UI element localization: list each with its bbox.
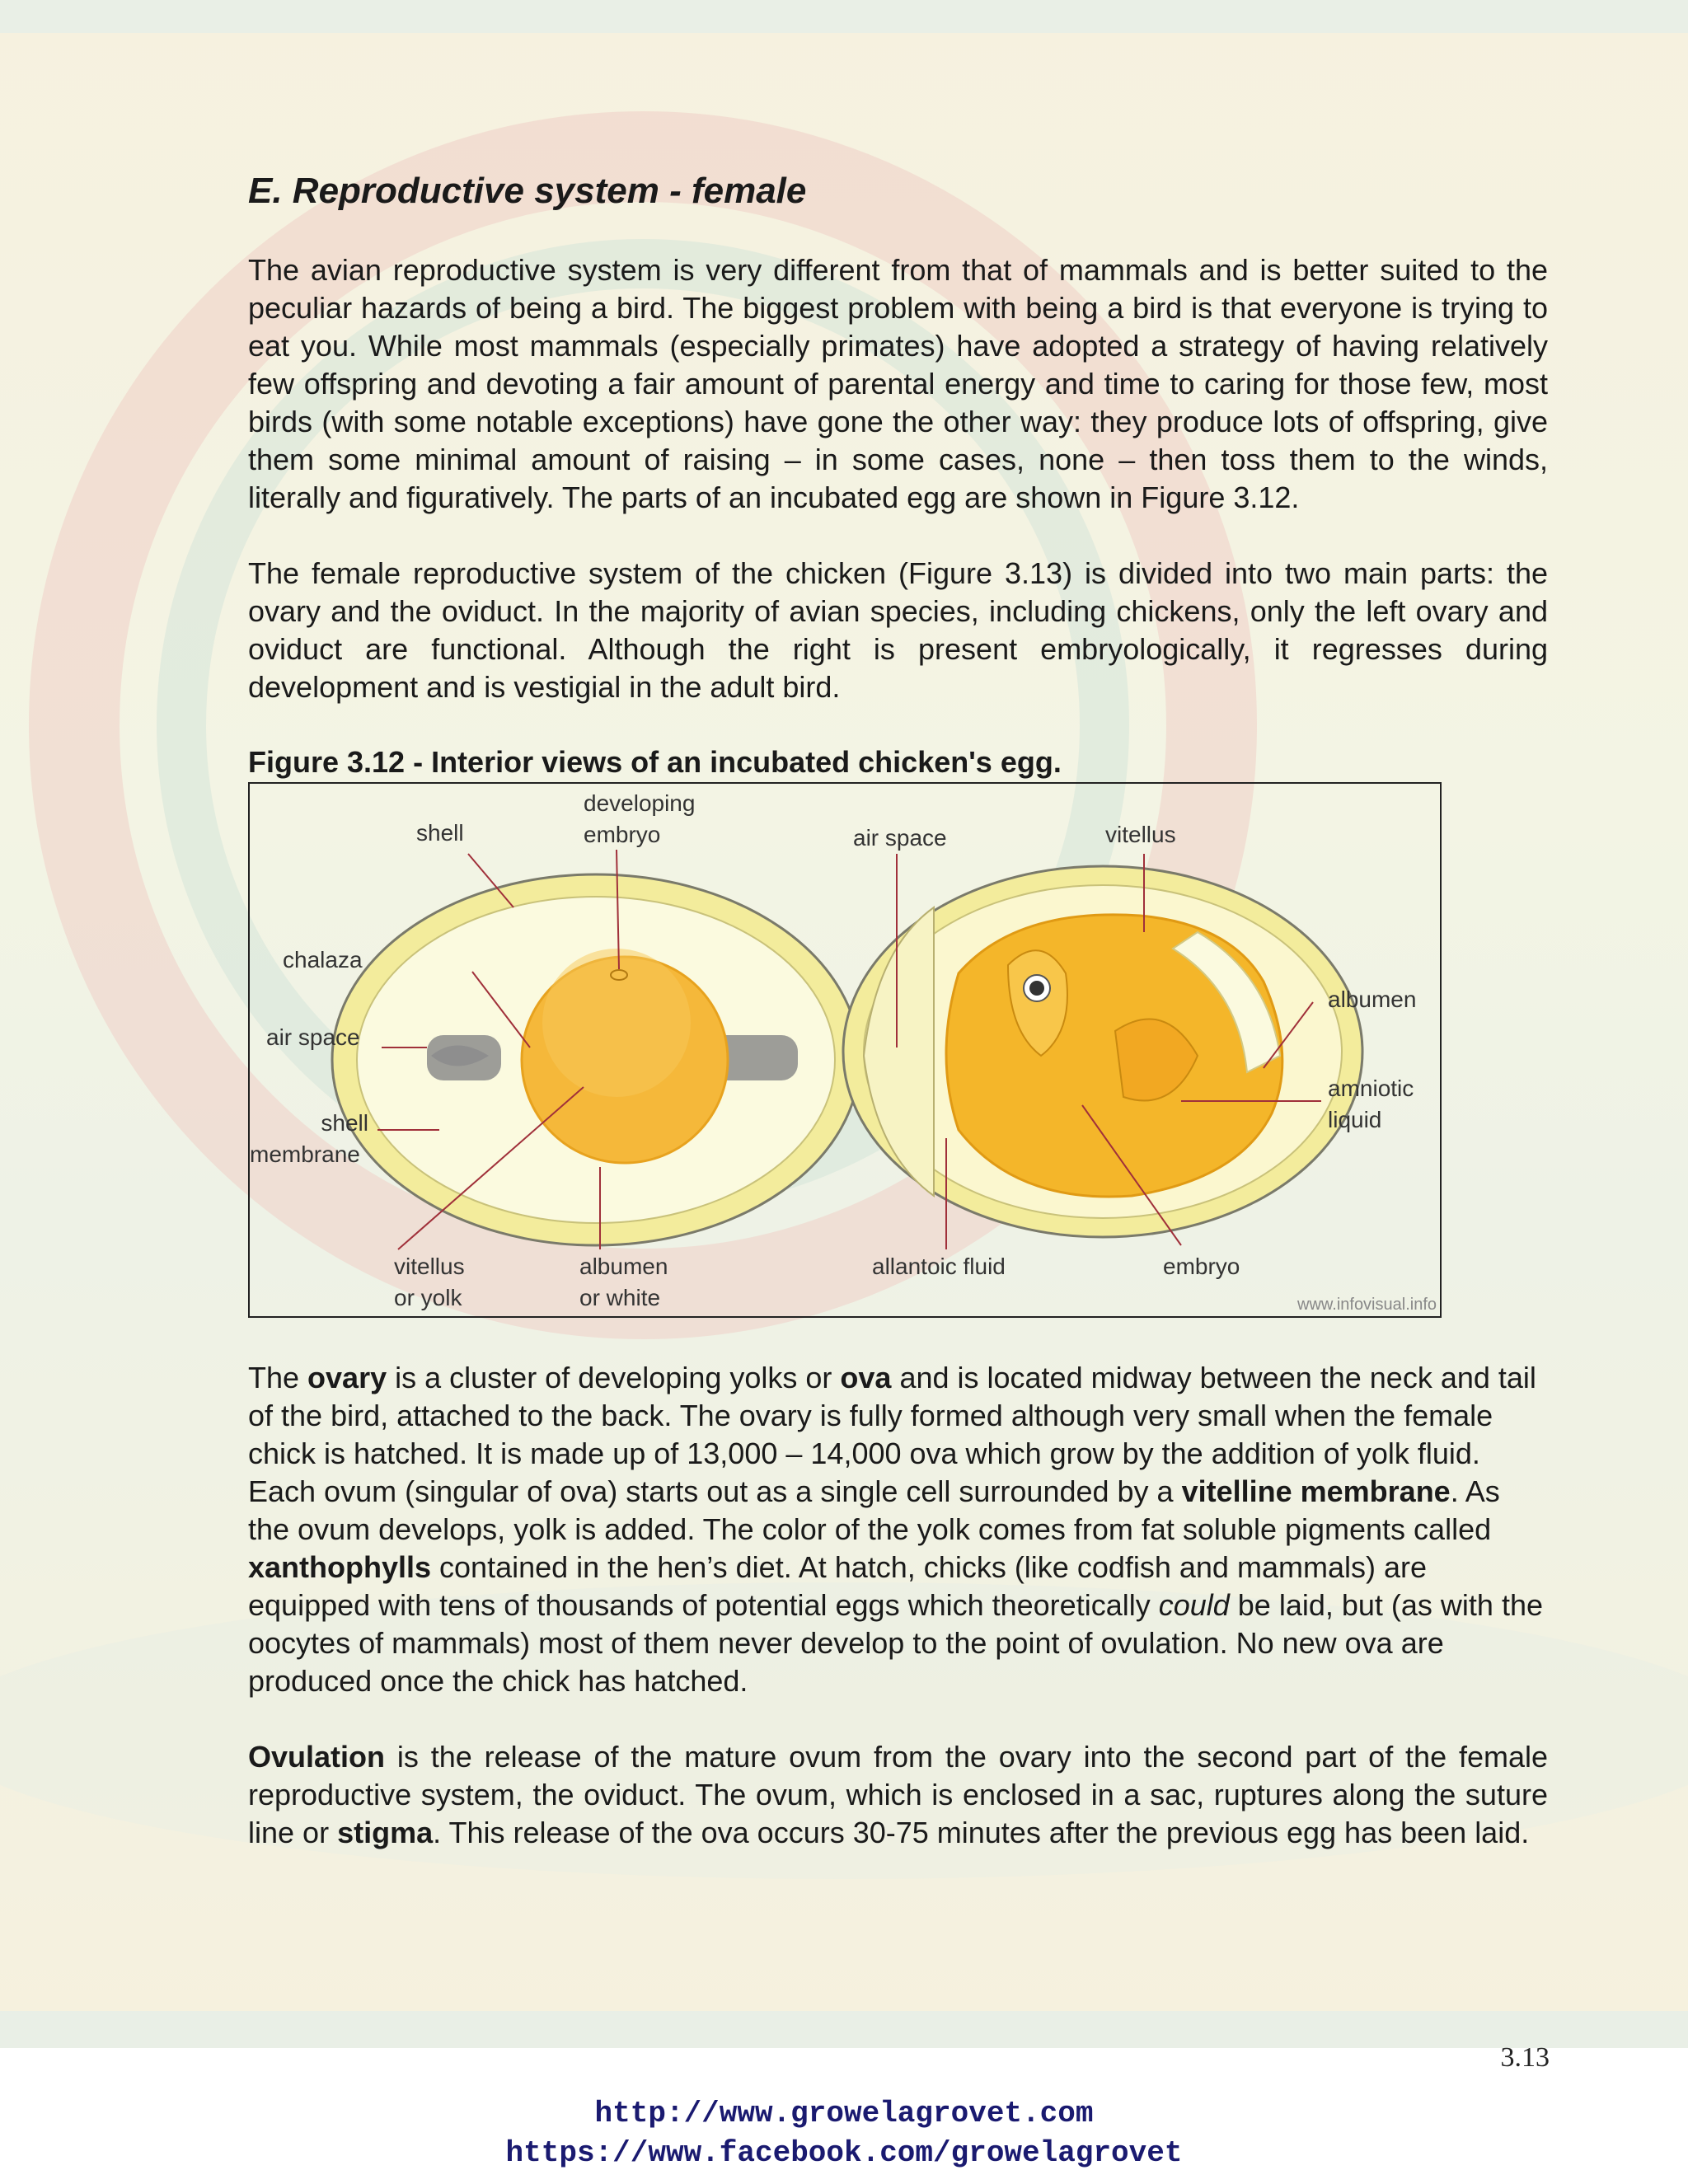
term-could: could: [1158, 1588, 1230, 1622]
ovulation-paragraph: Ovulation is the release of the mature ovum from the ovary into the second part of the female reproductive system, the oviduct. The ovum, which is enclosed in a sac, ruptures along the suture line or stigma. This release of the ova occurs 30-75 minutes after the previous egg has been laid.: [248, 1740, 1548, 1849]
term-xanthophylls: xanthophylls: [248, 1550, 432, 1584]
bottom-band: [0, 2011, 1688, 2048]
figure-credit: www.infovisual.info: [1297, 1296, 1437, 1314]
label-developing: developing: [584, 790, 696, 816]
female-system-paragraph: The female reproductive system of the chicken (Figure 3.13) is divided into two main parts: the ovary and the oviduct. In the majority of avian species, including chickens, only the left ovary and oviduct are functional. Although the right is present embryologically, it regresses during development and is vestigial in the adult bird.: [248, 556, 1548, 704]
label-or-white: or white: [579, 1285, 661, 1310]
label-chalaza: chalaza: [283, 947, 363, 972]
label-albumen-right: albumen: [1328, 987, 1417, 1012]
label-embryo-top: embryo: [584, 822, 661, 847]
label-albumen-bottom: albumen: [579, 1254, 668, 1279]
term-vitelline-membrane: vitelline membrane: [1181, 1474, 1451, 1508]
figure-caption: Figure 3.12 - Interior views of an incubated chicken's egg.: [248, 745, 1062, 779]
section-heading: E. Reproductive system - female: [248, 171, 807, 211]
label-shell-2: shell: [321, 1110, 368, 1136]
label-vitellus-bottom: vitellus: [394, 1254, 465, 1279]
intro-paragraph: The avian reproductive system is very different from that of mammals and is better suited to the peculiar hazards of being a bird. The biggest problem with being a bird is that everyone is trying to eat you. While most mammals (especially primates) have adopted a strategy of having relatively few offspring and devoting a fair amount of parental energy and time to caring for those few, most birds (with some notable exceptions) have gone the other way: they produce lots of offspring, give them some minimal amount of raising – in some cases, none – then toss them to the winds, literally and figuratively. The parts of an incubated egg are shown in Figure 3.12.: [248, 253, 1548, 514]
label-amniotic: amniotic: [1328, 1076, 1414, 1101]
label-embryo-bottom: embryo: [1163, 1254, 1240, 1279]
term-ova: ova: [840, 1361, 892, 1394]
egg-figure: [248, 782, 1442, 1318]
right-egg-diagram: [843, 854, 1362, 1249]
footer-facebook-link[interactable]: https://www.facebook.com/growelagrovet: [505, 2136, 1183, 2170]
label-air-space-left: air space: [266, 1024, 360, 1050]
egg-illustration: [250, 784, 1440, 1316]
left-egg-diagram: [332, 850, 860, 1249]
label-liquid: liquid: [1328, 1107, 1382, 1132]
ovary-paragraph: The ovary is a cluster of developing yolks or ova and is located midway between the neck and tail of the bird, attached to the back. The ovary is fully formed although very small when the female chick is hatched. It is made up of 13,000 – 14,000 ova which grow by the addition of yolk fluid. Each ovum (singular of ova) starts out as a single cell surrounded by a vitelline membrane. As the ovum develops, yolk is added. The color of the yolk comes from fat soluble pigments called xanthophylls contained in the hen’s diet. At hatch, chicks (like codfish and mammals) are equipped with tens of thousands of potential eggs which theoretically could be laid, but (as with the oocytes of mammals) most of them never develop to the point of ovulation. No new ova are produced once the chick has hatched.: [248, 1361, 1543, 1698]
label-or-yolk: or yolk: [394, 1285, 462, 1310]
term-ovary: ovary: [307, 1361, 387, 1394]
page-content: [248, 169, 1548, 1890]
term-stigma: stigma: [337, 1816, 434, 1849]
label-membrane: membrane: [250, 1141, 360, 1167]
term-ovulation: Ovulation: [248, 1740, 386, 1774]
label-shell: shell: [416, 820, 464, 846]
top-band: [0, 0, 1688, 33]
label-vitellus-top: vitellus: [1105, 822, 1176, 847]
footer-website-link[interactable]: http://www.growelagrovet.com: [594, 2097, 1094, 2130]
label-allantoic-fluid: allantoic fluid: [872, 1254, 1006, 1279]
page-number: 3.13: [1500, 2042, 1550, 2073]
label-air-space-right: air space: [853, 825, 947, 851]
